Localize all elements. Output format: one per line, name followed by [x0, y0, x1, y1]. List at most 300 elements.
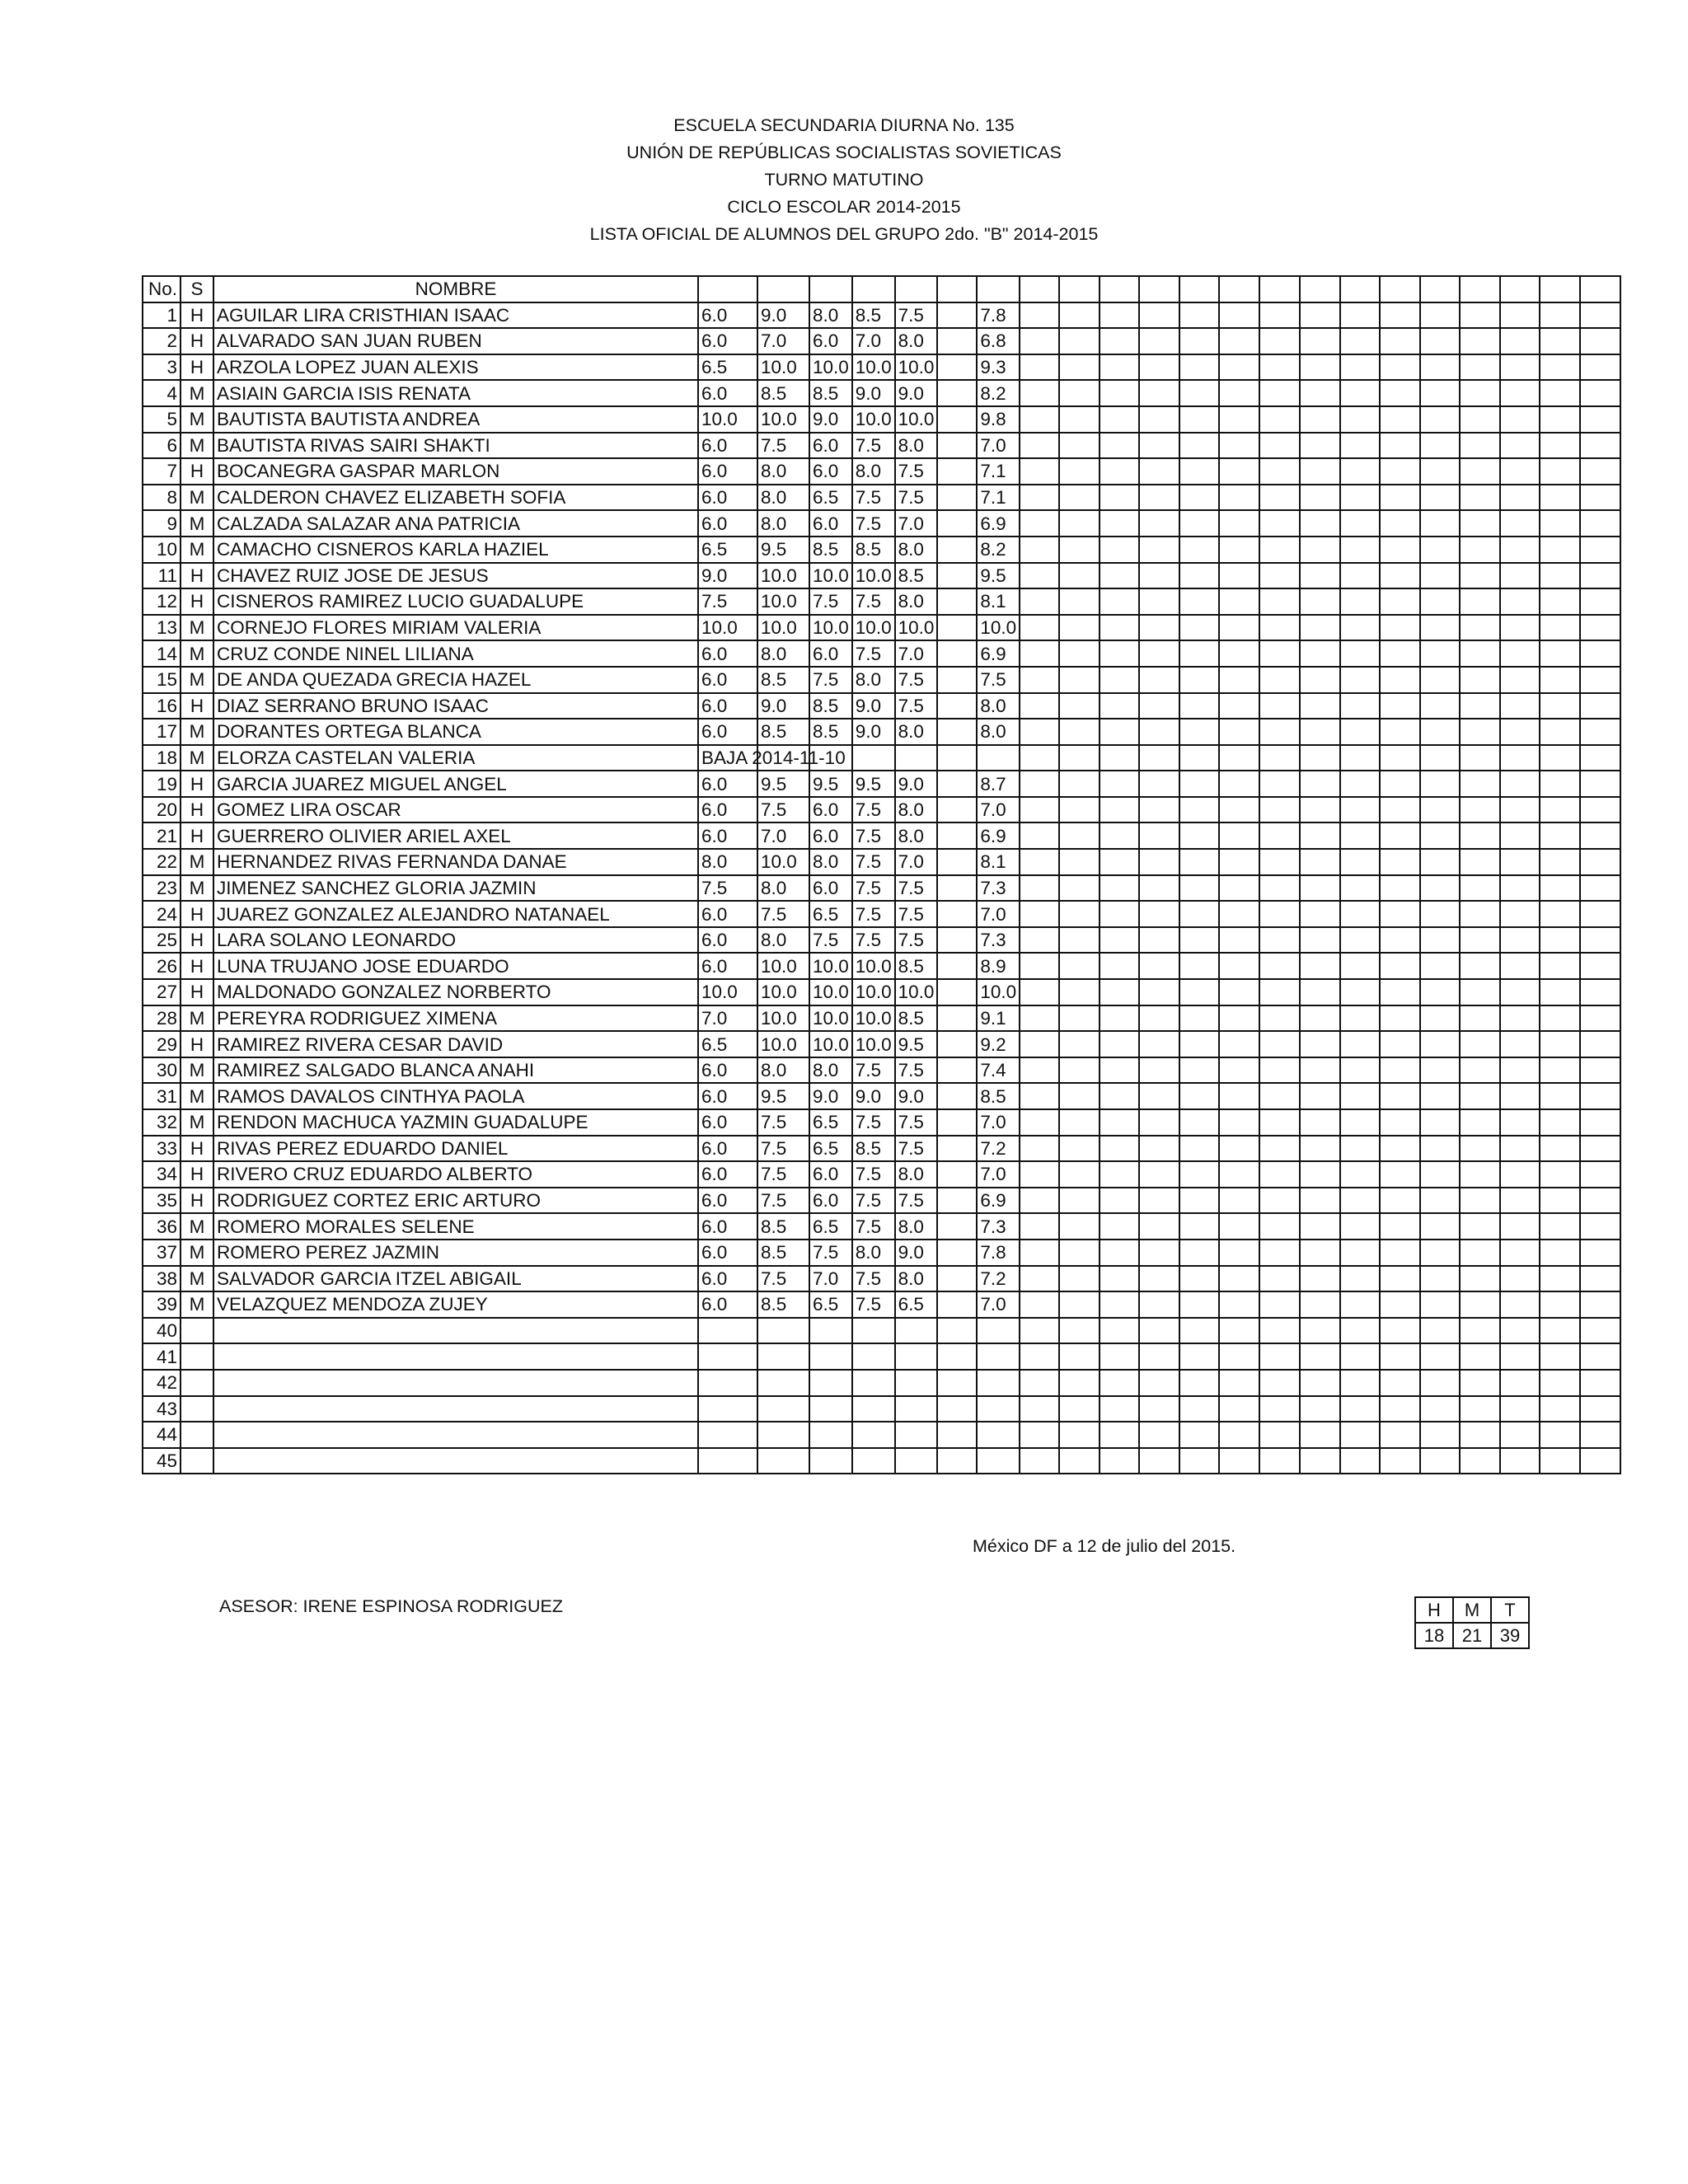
- empty-cell: [1259, 875, 1300, 902]
- empty-cell: [1259, 719, 1300, 745]
- empty-cell: [1100, 849, 1139, 875]
- empty-cell: [1100, 823, 1139, 849]
- totals-values-row: [1415, 1623, 1529, 1648]
- student-name: CALZADA SALAZAR ANA PATRICIA: [213, 510, 698, 537]
- grade-cell: 8.0: [895, 1161, 938, 1188]
- grade-cell: 7.5: [809, 667, 852, 693]
- grade-cell: [852, 1370, 895, 1396]
- grade-cell: 10.0: [895, 406, 938, 433]
- grade-cell: 7.5: [852, 1291, 895, 1318]
- empty-cell: [1300, 1422, 1340, 1448]
- table-row: [143, 849, 1620, 875]
- empty-cell: [1340, 615, 1380, 641]
- empty-cell: [1179, 1057, 1219, 1084]
- grade-cell: 9.0: [852, 380, 895, 406]
- empty-cell: [1460, 588, 1500, 615]
- empty-cell: [1460, 640, 1500, 667]
- empty-cell: [1059, 1422, 1100, 1448]
- student-sex: M: [181, 849, 213, 875]
- header-empty-cell: [1540, 276, 1580, 302]
- empty-cell: [1340, 1343, 1380, 1370]
- school-name: UNIÓN DE REPÚBLICAS SOCIALISTAS SOVIETICAS: [626, 143, 1062, 162]
- empty-cell: [1580, 1031, 1620, 1057]
- blank-cell: [937, 1109, 977, 1136]
- empty-cell: [1340, 1109, 1380, 1136]
- empty-cell: [1540, 849, 1580, 875]
- empty-cell: [1219, 615, 1259, 641]
- empty-cell: [1020, 328, 1059, 354]
- grade-cell: [809, 1343, 852, 1370]
- empty-cell: [1380, 1005, 1420, 1032]
- grade-cell: [757, 1370, 809, 1396]
- empty-cell: [1340, 1213, 1380, 1240]
- empty-cell: [1340, 1057, 1380, 1084]
- blank-cell: [937, 1343, 977, 1370]
- header-empty-cell: [852, 276, 895, 302]
- empty-cell: [1100, 953, 1139, 979]
- blank-cell: [937, 745, 977, 771]
- average-cell: 8.2: [977, 380, 1020, 406]
- empty-cell: [1420, 1448, 1460, 1474]
- empty-cell: [1580, 588, 1620, 615]
- grade-cell: 8.0: [757, 510, 809, 537]
- grade-cell: 7.0: [698, 1005, 757, 1032]
- grade-cell: 7.5: [757, 1188, 809, 1214]
- empty-cell: [1340, 1136, 1380, 1162]
- empty-cell: [1059, 1343, 1100, 1370]
- grade-cell: 9.0: [852, 693, 895, 719]
- average-cell: 7.2: [977, 1266, 1020, 1292]
- empty-cell: [1380, 354, 1420, 381]
- student-sex: H: [181, 354, 213, 381]
- grade-cell: 8.5: [757, 667, 809, 693]
- empty-cell: [1580, 1109, 1620, 1136]
- student-sex: M: [181, 719, 213, 745]
- empty-cell: [1340, 510, 1380, 537]
- empty-cell: [1020, 1396, 1059, 1422]
- empty-cell: [1179, 302, 1219, 329]
- empty-cell: [1540, 953, 1580, 979]
- empty-cell: [1380, 1083, 1420, 1109]
- empty-cell: [1139, 302, 1179, 329]
- student-sex: M: [181, 745, 213, 771]
- grade-cell: [698, 1370, 757, 1396]
- grade-cell: 6.5: [895, 1291, 938, 1318]
- grade-cell: 6.5: [698, 354, 757, 381]
- row-number: 45: [143, 1448, 181, 1474]
- empty-cell: [1460, 693, 1500, 719]
- grade-cell: 7.5: [757, 797, 809, 823]
- empty-cell: [1420, 1109, 1460, 1136]
- grade-cell: 6.0: [698, 1188, 757, 1214]
- table-row: [143, 1343, 1620, 1370]
- empty-cell: [1460, 563, 1500, 589]
- average-cell: 7.8: [977, 1240, 1020, 1266]
- grade-cell: 6.0: [809, 433, 852, 459]
- empty-cell: [1580, 1188, 1620, 1214]
- empty-cell: [1540, 1448, 1580, 1474]
- empty-cell: [1020, 1213, 1059, 1240]
- empty-cell: [1420, 1266, 1460, 1292]
- empty-cell: [1100, 1005, 1139, 1032]
- blank-cell: [937, 1083, 977, 1109]
- grade-cell: 9.0: [895, 1240, 938, 1266]
- empty-cell: [1100, 1422, 1139, 1448]
- grade-cell: [809, 1396, 852, 1422]
- student-name: DE ANDA QUEZADA GRECIA HAZEL: [213, 667, 698, 693]
- table-row: [143, 875, 1620, 902]
- empty-cell: [1380, 797, 1420, 823]
- empty-cell: [1179, 615, 1219, 641]
- empty-cell: [1179, 719, 1219, 745]
- empty-cell: [1580, 537, 1620, 563]
- empty-cell: [1059, 485, 1100, 511]
- grade-cell: 10.0: [698, 615, 757, 641]
- grade-cell: 7.5: [757, 901, 809, 927]
- student-name: JUAREZ GONZALEZ ALEJANDRO NATANAEL: [213, 901, 698, 927]
- empty-cell: [1300, 901, 1340, 927]
- empty-cell: [1139, 510, 1179, 537]
- empty-cell: [1259, 901, 1300, 927]
- student-sex: M: [181, 1213, 213, 1240]
- empty-cell: [1380, 1291, 1420, 1318]
- blank-cell: [937, 458, 977, 485]
- header-empty-cell: [809, 276, 852, 302]
- student-name: [213, 1343, 698, 1370]
- empty-cell: [1259, 849, 1300, 875]
- row-number: 13: [143, 615, 181, 641]
- empty-cell: [1500, 823, 1540, 849]
- empty-cell: [1139, 745, 1179, 771]
- empty-cell: [1580, 563, 1620, 589]
- grade-cell: 6.0: [809, 510, 852, 537]
- empty-cell: [1340, 875, 1380, 902]
- average-cell: 7.3: [977, 927, 1020, 954]
- empty-cell: [1259, 1161, 1300, 1188]
- empty-cell: [1300, 1396, 1340, 1422]
- average-cell: 8.7: [977, 771, 1020, 797]
- empty-cell: [1540, 745, 1580, 771]
- table-row: [143, 771, 1620, 797]
- empty-cell: [1540, 1161, 1580, 1188]
- student-sex: H: [181, 901, 213, 927]
- empty-cell: [1139, 380, 1179, 406]
- empty-cell: [1259, 302, 1300, 329]
- empty-cell: [1219, 667, 1259, 693]
- grade-cell: 6.0: [698, 1291, 757, 1318]
- empty-cell: [1259, 615, 1300, 641]
- grade-cell: 8.5: [757, 719, 809, 745]
- empty-cell: [1580, 1005, 1620, 1032]
- empty-cell: [1219, 433, 1259, 459]
- empty-cell: [1500, 1240, 1540, 1266]
- empty-cell: [1020, 823, 1059, 849]
- empty-cell: [1420, 433, 1460, 459]
- empty-cell: [1179, 771, 1219, 797]
- empty-cell: [1580, 823, 1620, 849]
- empty-cell: [1460, 927, 1500, 954]
- empty-cell: [1179, 1188, 1219, 1214]
- grade-cell: 10.0: [809, 354, 852, 381]
- grade-cell: 8.0: [698, 849, 757, 875]
- empty-cell: [1380, 901, 1420, 927]
- grade-cell: [895, 1396, 938, 1422]
- empty-cell: [1179, 1396, 1219, 1422]
- blank-cell: [937, 537, 977, 563]
- average-cell: [977, 745, 1020, 771]
- empty-cell: [1500, 433, 1540, 459]
- empty-cell: [1540, 615, 1580, 641]
- empty-cell: [1340, 849, 1380, 875]
- grade-cell: [895, 1370, 938, 1396]
- empty-cell: [1259, 1057, 1300, 1084]
- empty-cell: [1300, 1109, 1340, 1136]
- empty-cell: [1020, 1370, 1059, 1396]
- grade-cell: 9.0: [698, 563, 757, 589]
- grade-cell: 10.0: [852, 1005, 895, 1032]
- empty-cell: [1580, 901, 1620, 927]
- student-name: RAMOS DAVALOS CINTHYA PAOLA: [213, 1083, 698, 1109]
- empty-cell: [1059, 1005, 1100, 1032]
- grade-cell: 10.0: [809, 615, 852, 641]
- empty-cell: [1580, 1266, 1620, 1292]
- grade-cell: 7.5: [757, 1109, 809, 1136]
- empty-cell: [1020, 1188, 1059, 1214]
- grade-cell: 10.0: [757, 979, 809, 1005]
- empty-cell: [1259, 1396, 1300, 1422]
- table-row: [143, 458, 1620, 485]
- table-row: [143, 693, 1620, 719]
- row-number: 29: [143, 1031, 181, 1057]
- empty-cell: [1259, 380, 1300, 406]
- grade-cell: 7.5: [895, 693, 938, 719]
- empty-cell: [1259, 1422, 1300, 1448]
- empty-cell: [1179, 354, 1219, 381]
- grade-cell: 8.0: [852, 458, 895, 485]
- empty-cell: [1340, 485, 1380, 511]
- empty-cell: [1500, 745, 1540, 771]
- empty-cell: [1300, 510, 1340, 537]
- table-row: [143, 380, 1620, 406]
- grade-cell: 8.0: [757, 640, 809, 667]
- row-number: 14: [143, 640, 181, 667]
- empty-cell: [1460, 1422, 1500, 1448]
- header-empty-cell: [1100, 276, 1139, 302]
- empty-cell: [1500, 1136, 1540, 1162]
- empty-cell: [1540, 406, 1580, 433]
- empty-cell: [1380, 1318, 1420, 1344]
- empty-cell: [1460, 1448, 1500, 1474]
- table-row: [143, 901, 1620, 927]
- empty-cell: [1380, 640, 1420, 667]
- student-sex: H: [181, 927, 213, 954]
- empty-cell: [1340, 302, 1380, 329]
- row-number: 10: [143, 537, 181, 563]
- grade-cell: 7.0: [895, 849, 938, 875]
- empty-cell: [1100, 875, 1139, 902]
- empty-cell: [1420, 1318, 1460, 1344]
- empty-cell: [1500, 1213, 1540, 1240]
- empty-cell: [1420, 849, 1460, 875]
- grade-cell: 9.0: [852, 1083, 895, 1109]
- empty-cell: [1059, 640, 1100, 667]
- empty-cell: [1540, 693, 1580, 719]
- empty-cell: [1139, 1136, 1179, 1162]
- empty-cell: [1179, 406, 1219, 433]
- table-row: [143, 406, 1620, 433]
- empty-cell: [1580, 875, 1620, 902]
- grade-cell: 6.0: [698, 1136, 757, 1162]
- grade-cell: 7.5: [895, 1188, 938, 1214]
- header-empty-cell: [1340, 276, 1380, 302]
- empty-cell: [1420, 979, 1460, 1005]
- row-number: 34: [143, 1161, 181, 1188]
- grade-cell: 10.0: [852, 953, 895, 979]
- empty-cell: [1300, 588, 1340, 615]
- grade-cell: 8.5: [809, 380, 852, 406]
- empty-cell: [1219, 1266, 1259, 1292]
- empty-cell: [1500, 719, 1540, 745]
- empty-cell: [1300, 1291, 1340, 1318]
- grade-cell: 8.0: [852, 1240, 895, 1266]
- empty-cell: [1340, 354, 1380, 381]
- empty-cell: [1340, 380, 1380, 406]
- empty-cell: [1380, 667, 1420, 693]
- grade-cell: 7.5: [809, 1240, 852, 1266]
- grade-cell: 7.5: [852, 797, 895, 823]
- grade-cell: 7.5: [895, 1109, 938, 1136]
- average-cell: 7.0: [977, 1109, 1020, 1136]
- empty-cell: [1380, 1396, 1420, 1422]
- blank-cell: [937, 328, 977, 354]
- empty-cell: [1500, 563, 1540, 589]
- empty-cell: [1100, 588, 1139, 615]
- empty-cell: [1100, 1318, 1139, 1344]
- empty-cell: [1179, 1031, 1219, 1057]
- blank-cell: [937, 1240, 977, 1266]
- empty-cell: [1460, 1396, 1500, 1422]
- grade-cell: 10.0: [757, 849, 809, 875]
- empty-cell: [1500, 1005, 1540, 1032]
- grade-cell: 8.0: [757, 927, 809, 954]
- empty-cell: [1460, 510, 1500, 537]
- empty-cell: [1300, 1266, 1340, 1292]
- empty-cell: [1059, 458, 1100, 485]
- grade-cell: 6.0: [809, 458, 852, 485]
- totals-value-h: 18: [1415, 1623, 1453, 1648]
- student-sex: H: [181, 1031, 213, 1057]
- empty-cell: [1380, 719, 1420, 745]
- empty-cell: [1219, 1370, 1259, 1396]
- average-cell: 7.0: [977, 433, 1020, 459]
- empty-cell: [1460, 1291, 1500, 1318]
- row-number: 22: [143, 849, 181, 875]
- empty-cell: [1420, 745, 1460, 771]
- empty-cell: [1300, 1448, 1340, 1474]
- empty-cell: [1179, 849, 1219, 875]
- grade-cell: 7.5: [852, 1109, 895, 1136]
- empty-cell: [1059, 1318, 1100, 1344]
- average-cell: [977, 1370, 1020, 1396]
- grade-cell: 7.5: [895, 927, 938, 954]
- empty-cell: [1020, 640, 1059, 667]
- empty-cell: [1540, 1422, 1580, 1448]
- table-row: [143, 667, 1620, 693]
- average-cell: 7.2: [977, 1136, 1020, 1162]
- student-name: ROMERO MORALES SELENE: [213, 1213, 698, 1240]
- empty-cell: [1259, 1083, 1300, 1109]
- empty-cell: [1340, 953, 1380, 979]
- empty-cell: [1179, 537, 1219, 563]
- student-name: [213, 1448, 698, 1474]
- empty-cell: [1139, 979, 1179, 1005]
- empty-cell: [1219, 1396, 1259, 1422]
- empty-cell: [1179, 1136, 1219, 1162]
- blank-cell: [937, 1422, 977, 1448]
- grade-cell: [698, 1422, 757, 1448]
- grade-cell: 6.0: [809, 823, 852, 849]
- average-cell: 7.0: [977, 1161, 1020, 1188]
- empty-cell: [1380, 1213, 1420, 1240]
- grade-cell: 7.0: [852, 328, 895, 354]
- grade-cell: 8.5: [757, 380, 809, 406]
- totals-header-row: [1415, 1597, 1529, 1623]
- empty-cell: [1059, 849, 1100, 875]
- grade-cell: [757, 1343, 809, 1370]
- empty-cell: [1340, 719, 1380, 745]
- empty-cell: [1139, 1396, 1179, 1422]
- grade-cell: 6.0: [698, 1213, 757, 1240]
- grade-cell: [852, 745, 895, 771]
- empty-cell: [1300, 354, 1340, 381]
- empty-cell: [1500, 927, 1540, 954]
- student-name: [213, 1422, 698, 1448]
- empty-cell: [1139, 797, 1179, 823]
- grade-cell: 7.5: [852, 1266, 895, 1292]
- blank-cell: [937, 1005, 977, 1032]
- empty-cell: [1500, 406, 1540, 433]
- empty-cell: [1380, 458, 1420, 485]
- grade-cell: 7.5: [852, 1161, 895, 1188]
- grade-cell: 6.0: [698, 719, 757, 745]
- grade-cell: 6.5: [809, 1291, 852, 1318]
- row-number: 30: [143, 1057, 181, 1084]
- header-empty-cell: [1380, 276, 1420, 302]
- empty-cell: [1259, 640, 1300, 667]
- empty-cell: [1179, 1005, 1219, 1032]
- average-cell: 7.1: [977, 485, 1020, 511]
- empty-cell: [1219, 797, 1259, 823]
- grade-cell: [895, 1343, 938, 1370]
- empty-cell: [1500, 1318, 1540, 1344]
- grade-cell: 6.0: [809, 640, 852, 667]
- empty-cell: [1460, 875, 1500, 902]
- grade-cell: 8.0: [809, 1057, 852, 1084]
- student-name: BOCANEGRA GASPAR MARLON: [213, 458, 698, 485]
- row-number: 44: [143, 1422, 181, 1448]
- average-cell: [977, 1318, 1020, 1344]
- empty-cell: [1340, 901, 1380, 927]
- blank-cell: [937, 1161, 977, 1188]
- empty-cell: [1500, 615, 1540, 641]
- row-number: 39: [143, 1291, 181, 1318]
- grade-cell: 7.5: [852, 927, 895, 954]
- empty-cell: [1219, 927, 1259, 954]
- empty-cell: [1540, 1240, 1580, 1266]
- empty-cell: [1100, 406, 1139, 433]
- grade-cell: 10.0: [852, 615, 895, 641]
- grade-cell: 7.5: [852, 433, 895, 459]
